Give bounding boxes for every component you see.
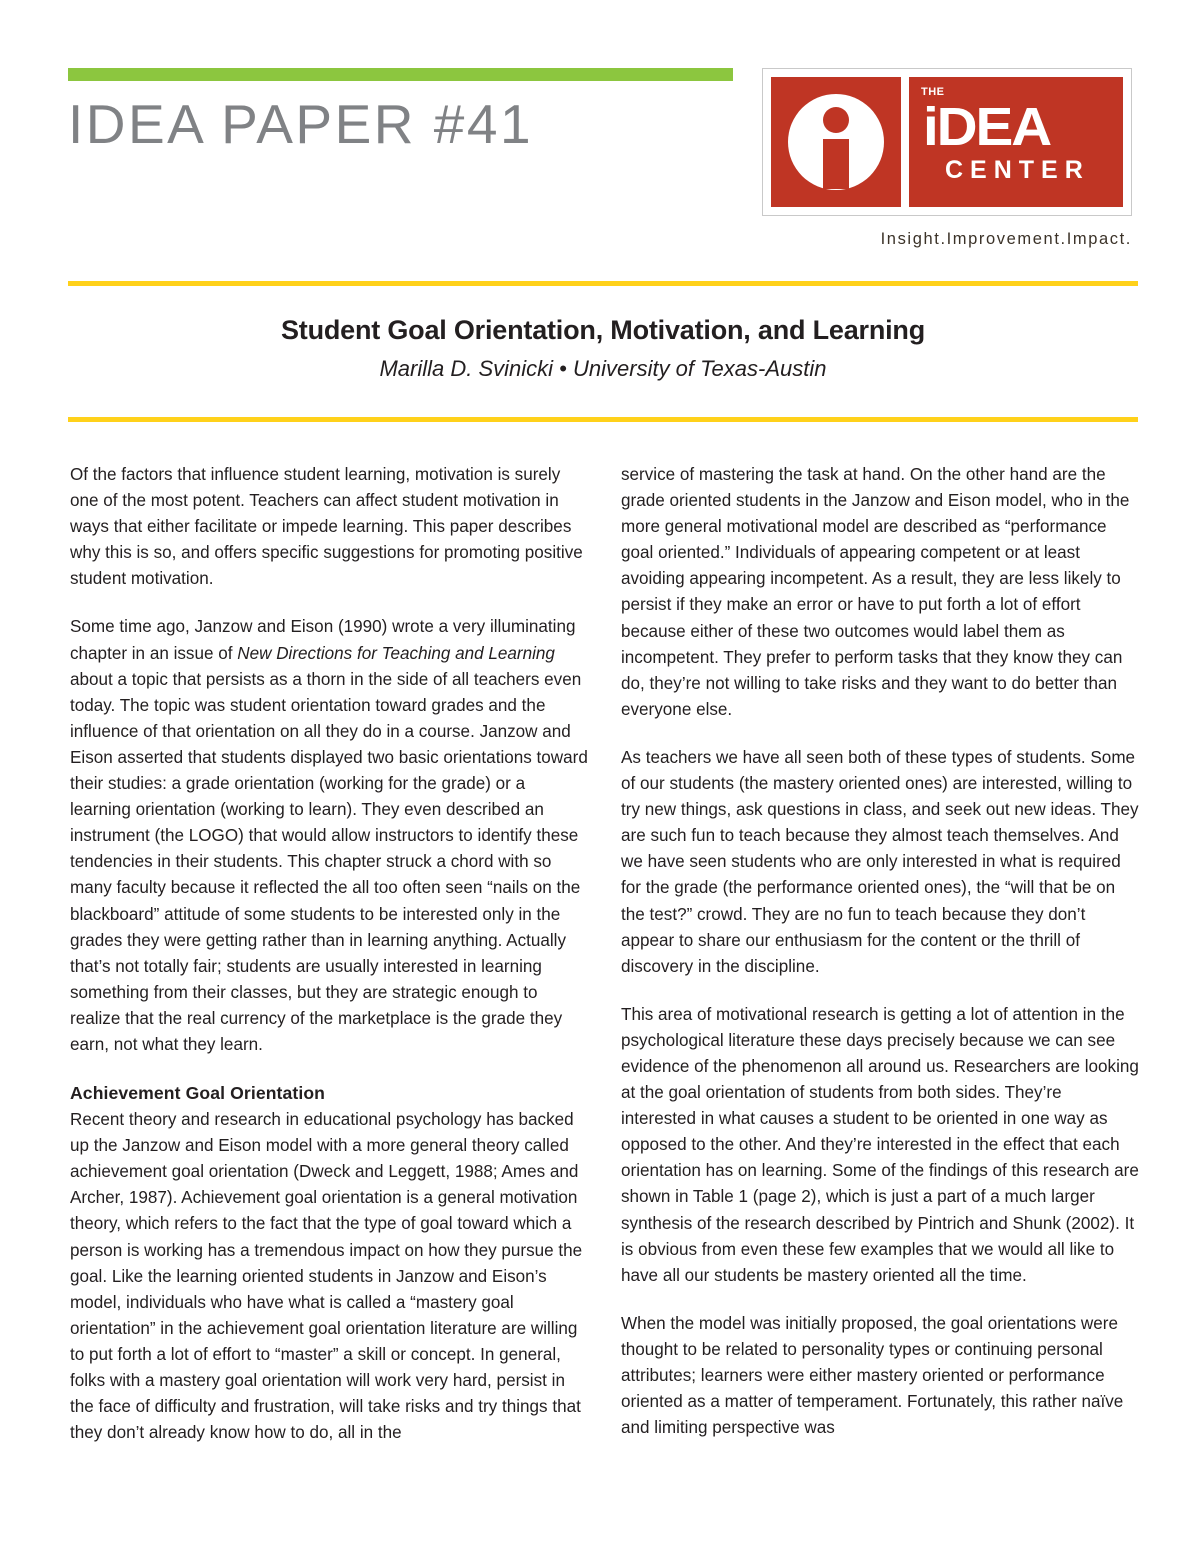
i-stem [823,139,849,189]
logo-idea-label: iDEA [923,97,1051,157]
logo-the-label: THE [921,86,945,98]
yellow-rule-top [68,281,1138,286]
right-column [621,462,1140,1446]
document-author: Marilla D. Svinicki • University of Texas-Austin [379,356,827,381]
paragraph: This area of motivational research is getting a lot of attention in the psychological literature these days precisely because we can see evidence of the phenomenon all around us. Researchers are looking at the goal orientation of students from both sides. They’re interested in what causes a student to be oriented in one way as opposed to the other. And they’re interested in the effect that each orientation has on learning. Some of the findings of this research are shown in Table 1 (page 2), which is just a part of a much larger synthesis of the research described by Pintrich and Shunk (2002). It is obvious from even these few examples that we would all like to have all our students be mastery oriented all the time. [621,1004,1139,1285]
body-columns [70,462,1140,1446]
title-block [68,296,1138,384]
logo-tagline: Insight.Improvement.Impact. [880,230,1132,248]
document-header [68,68,1138,273]
green-accent-bar [68,68,733,81]
paragraph: service of mastering the task at hand. On the other hand are the grade oriented students in the Janzow and Eison model, who in the more general motivational model are described as “performance goal oriented.” Individuals of appearing competent or at least avoiding appearing incompetent. As a result, they are less likely to persist if they make an error or have to put forth a lot of effort because either of these two outcomes would label them as incompetent. They prefer to perform tasks that they know they can do, they’re not willing to take risks and they want to do better than everyone else. [621,465,1130,719]
logo-wordmark-panel [909,77,1123,207]
paragraph [70,614,589,1058]
paragraph: Recent theory and research in educational psychology has backed up the Janzow and Eison model with a more general theory called achievement goal orientation (Dweck and Leggett, 1988; Ames and Archer, 1987). Achievement goal orientation is a general motivation theory, which refers to the fact that the type of goal toward which a person is working has a tremendous impact on how they pursue the goal. Like the learning oriented students in Janzow and Eison’s model, individuals who have what is called a “mastery goal orientation” in the achievement goal orientation literature are willing to put forth a lot of effort to “master” a skill or concept. In general, folks with a mastery goal orientation will work very hard, persist in the face of difficulty and frustration, will take risks and try things that they don’t already know how to do, all in the [70,1110,583,1443]
paragraph: As teachers we have all seen both of these types of students. Some of our students (the mastery oriented ones) are interested, willing to try new things, ask questions in class, and seek out new ideas. They are such fun to teach because they almost teach themselves. And we have seen students who are only interested in what is required for the grade (the performance oriented ones), the “will that be on the test?” crowd. They are no fun to teach because they don’t appear to share our enthusiasm for the content or the thrill of discovery in the discipline. [621,747,1139,976]
document-title: Student Goal Orientation, Motivation, and Learning [280,315,925,345]
information-i-icon [788,94,884,190]
paragraph-text-part: about a topic that persists as a thorn in the side of all teachers even today. The topic was student orientation toward grades and the influence of that orientation on all they do in a course. Janzow and Eison asserted that students displayed two basic orientations toward their studies: a grade orientation (working for the grade) or a learning orientation (working to learn). They even described an instrument (the LOGO) that would allow instructors to identify these tendencies in their students. This chapter struck a chord with so many faculty because it reflected the all too often seen “nails on the blackboard” attitude of some students to be interested only in the grades they were getting rather than in learning anything. Actually that’s not totally fair; students are usually interested in learning something from their classes, but they are strategic enough to realize that the real currency of the marketplace is the grade they earn, not what they learn. [70,669,588,1054]
paragraph: When the model was initially proposed, the goal orientations were thought to be related to personality types or continuing personal attributes; learners were either mastery oriented or performance oriented as a matter of temperament. Fortunately, this rather naïve and limiting perspective was [621,1313,1124,1438]
i-dot [823,107,849,133]
paragraph-text-part: Some time ago, Janzow and Eison (1990) wrote a very illuminating chapter in an issue of [70,617,576,663]
yellow-rule-bottom [68,417,1138,422]
logo-icon-panel [771,77,901,207]
idea-center-logo [762,68,1138,248]
logo-center-label: CENTER [945,156,1090,184]
page-title: IDEA PAPER #41 [68,93,534,155]
book-title-italic: New Directions for Teaching and Learning [237,643,555,663]
left-column [70,462,589,1446]
paragraph: Of the factors that influence student learning, motivation is surely one of the most potent. Teachers can affect student motivation in ways that either facilitate or impede learning. This paper describes why this is so, and offers specific suggestions for promoting positive student motivation. [70,465,583,589]
section-heading: Achievement Goal Orientation [70,1083,326,1104]
logo-box [762,68,1132,216]
